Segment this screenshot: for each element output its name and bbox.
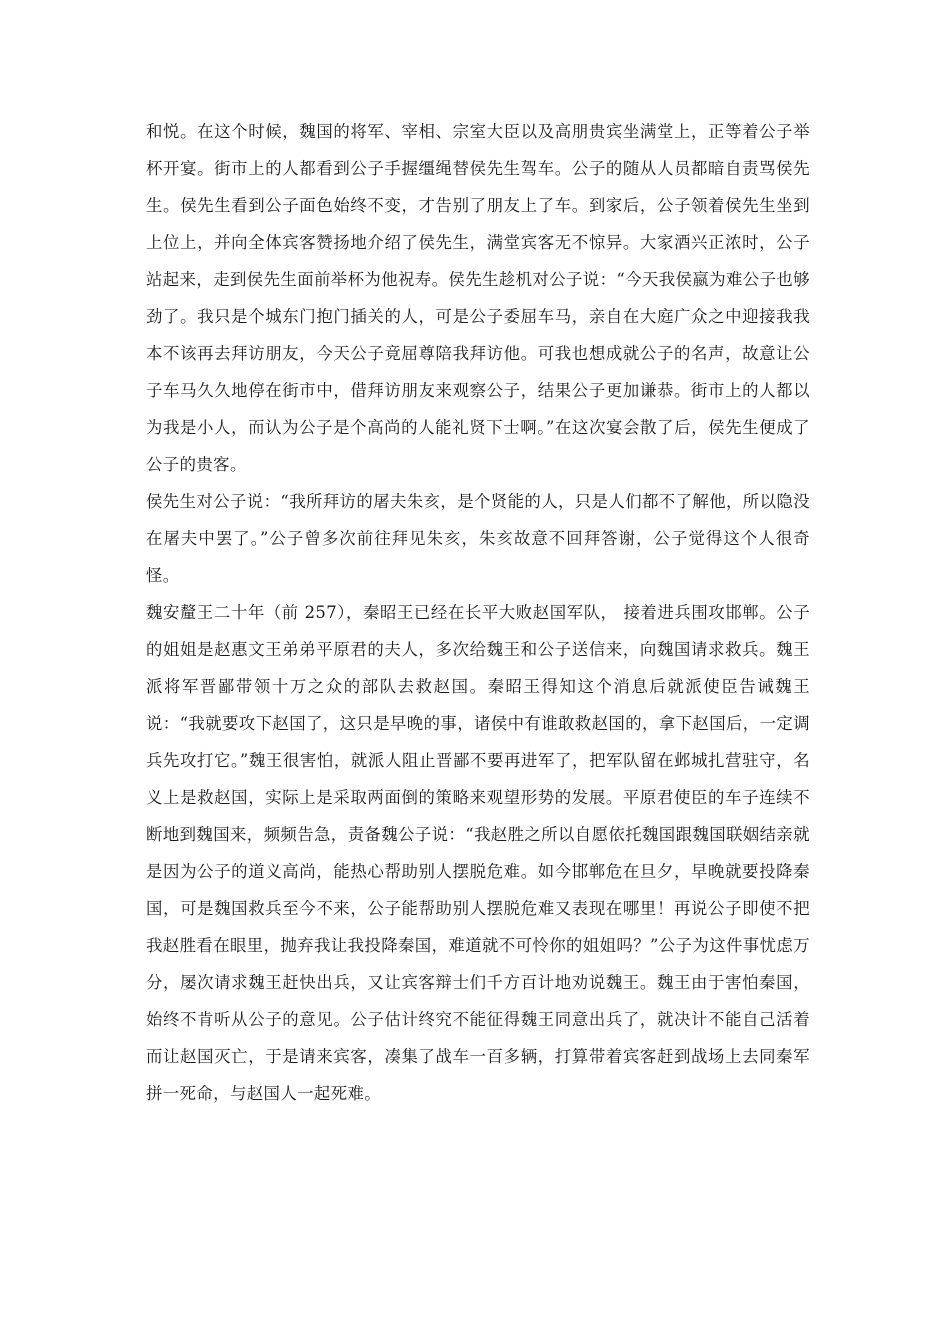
document-page (146, 113, 810, 1112)
paragraph-banquet: 和悦。在这个时候，魏国的将军、宰相、宗室大臣以及高朋贵宾坐满堂上，正等着公子举杯开宴。街市上的人都看到公子手握缰绳替侯先生驾车。公子的随从人员都暗自责骂侯先生。侯先生看到公子面色始终不变，才告别了朋友上了车。到家后，公子领着侯先生坐到上位上，并向全体宾客赞扬地介绍了侯先生，满堂宾客无不惊异。大家酒兴正浓时，公子站起来，走到侯先生面前举杯为他祝寿。侯先生趁机对公子说：“今天我侯嬴为难公子也够劲了。我只是个城东门抱门插关的人，可是公子委屈车马，亲自在大庭广众之中迎接我我本不该再去拜访朋友，今天公子竟屈尊陪我拜访他。可我也想成就公子的名声，故意让公子车马久久地停在街市中，借拜访朋友来观察公子，结果公子更加谦恭。街市上的人都以为我是小人，而认为公子是个高尚的人能礼贤下士啊。”在这次宴会散了后，侯先生便成了公子的贵客。 (146, 122, 810, 474)
paragraph-siege-of-handan: 魏安釐王二十年（前 257），秦昭王已经在长平大败赵国军队， 接着进兵围攻邯郸。公子的姐姐是赵惠文王弟弟平原君的夫人，多次给魏王和公子送信来，向魏国请求救兵。魏王派将军晋鄙带领十万之众的部队去救赵国。秦昭王得知这个消息后就派使臣告诫魏王说：“我就要攻下赵国了，这只是早晚的事，诸侯中有谁敢救赵国的，拿下赵国后，一定调兵先攻打它。”魏王很害怕，就派人阻止晋鄙不要再进军了，把军队留在邺城扎营驻守，名义上是救赵国，实际上是采取两面倒的策略来观望形势的发展。平原君使臣的车子连续不断地到魏国来，频频告急，责备魏公子说：“我赵胜之所以自愿依托魏国跟魏国联姻结亲就是因为公子的道义高尚，能热心帮助别人摆脱危难。如今邯郸危在旦夕，早晚就要投降秦国，可是魏国救兵至今不来，公子能帮助别人摆脱危难又表现在哪里！再说公子即使不把我赵胜看在眼里，抛弃我让我投降秦国，难道就不可怜你的姐姐吗？”公子为这件事忧虑万分，屡次请求魏王赶快出兵，又让宾客辩士们千方百计地劝说魏王。魏王由于害怕秦国，始终不肯听从公子的意见。公子估计终究不能征得魏王同意出兵了，就决计不能自己活着而让赵国灭亡，于是请来宾客，凑集了战车一百多辆，打算带着宾客赶到战场上去同秦军拼一死命，与赵国人一起死难。 (146, 603, 810, 1103)
paragraph-zhu-hai: 侯先生对公子说：“我所拜访的屠夫朱亥，是个贤能的人，只是人们都不了解他，所以隐没在屠夫中罢了。”公子曾多次前往拜见朱亥，朱亥故意不回拜答谢，公子觉得这个人很奇怪。 (146, 492, 810, 585)
